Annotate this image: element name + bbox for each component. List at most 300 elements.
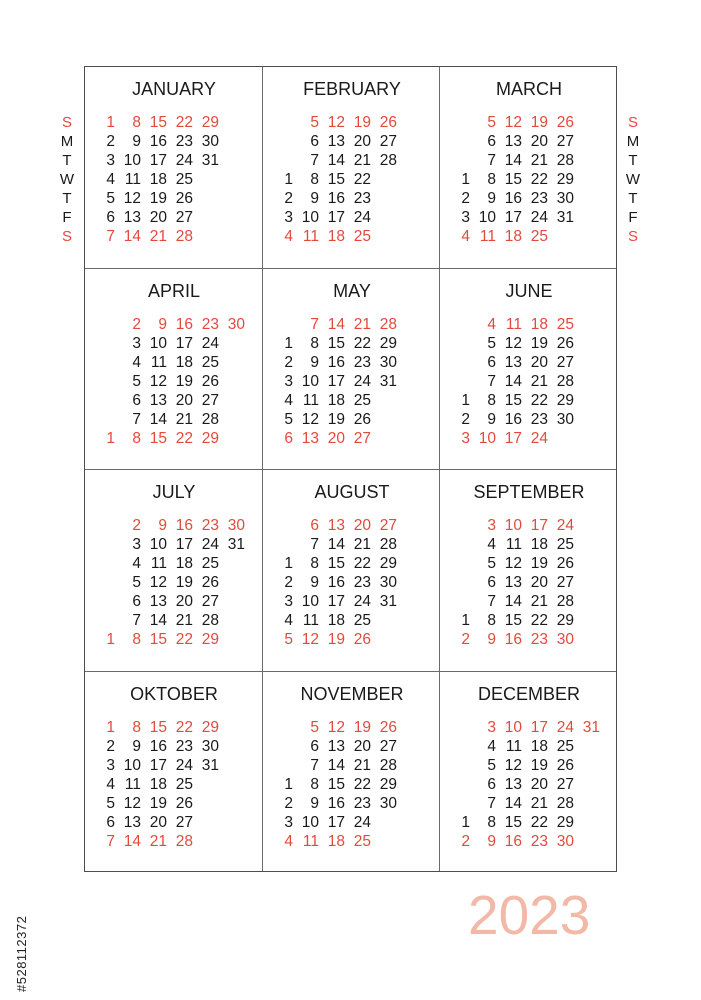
day-number: 28 [175, 833, 193, 850]
day-number: 2 [461, 631, 470, 648]
day-number: 28 [201, 411, 219, 428]
day-number: 27 [556, 776, 574, 793]
day-number: 11 [302, 612, 319, 629]
day-number: 20 [530, 574, 548, 591]
weekday-label: T [62, 152, 72, 169]
day-number: 31 [379, 593, 397, 610]
day-number: 22 [175, 719, 193, 736]
day-number: 1 [284, 171, 293, 188]
day-number: 27 [201, 593, 219, 610]
day-number: 1 [461, 814, 470, 831]
day-number: 6 [310, 133, 319, 150]
day-number: 2 [284, 354, 293, 371]
day-number: 21 [353, 536, 371, 553]
day-number: 1 [284, 335, 293, 352]
day-number: 16 [504, 631, 522, 648]
day-number: 10 [504, 719, 522, 736]
day-number: 10 [301, 593, 319, 610]
day-number: 5 [284, 411, 293, 428]
weekday-label: M [626, 133, 640, 150]
day-number: 13 [327, 517, 345, 534]
weekday-labels-right [623, 113, 643, 246]
day-number: 9 [132, 133, 141, 150]
day-number: 2 [284, 190, 293, 207]
day-number: 25 [530, 228, 548, 245]
day-number: 1 [461, 171, 470, 188]
day-number: 18 [149, 776, 167, 793]
month-title-march: MARCH [496, 79, 562, 99]
day-number: 21 [149, 228, 167, 245]
day-number: 21 [353, 152, 371, 169]
day-number: 5 [106, 795, 115, 812]
day-number: 22 [175, 430, 193, 447]
day-number: 30 [227, 517, 245, 534]
day-number: 20 [353, 133, 371, 150]
day-number: 26 [556, 757, 574, 774]
day-number: 11 [505, 316, 522, 333]
day-number: 4 [106, 776, 115, 793]
day-number: 15 [149, 430, 167, 447]
day-number: 22 [353, 171, 371, 188]
month-title-february: FEBRUARY [303, 79, 401, 99]
day-number: 6 [487, 133, 496, 150]
day-number: 10 [504, 517, 522, 534]
day-number: 28 [556, 373, 574, 390]
day-number: 15 [149, 719, 167, 736]
day-number: 24 [353, 209, 371, 226]
month-title-april: APRIL [147, 281, 201, 301]
day-number: 14 [504, 593, 522, 610]
day-number: 10 [301, 209, 319, 226]
day-number: 23 [530, 190, 548, 207]
day-number: 28 [556, 593, 574, 610]
day-number: 1 [461, 612, 470, 629]
day-number: 18 [504, 228, 522, 245]
day-number: 31 [201, 152, 219, 169]
day-number: 10 [301, 373, 319, 390]
day-number: 19 [530, 555, 548, 572]
day-number: 21 [353, 757, 371, 774]
day-number: 12 [149, 574, 167, 591]
day-number: 11 [150, 555, 167, 572]
day-number: 25 [556, 738, 574, 755]
weekday-label: S [61, 228, 72, 245]
day-number: 8 [487, 612, 496, 629]
day-number: 27 [556, 354, 574, 371]
weekday-label: T [62, 190, 72, 207]
day-number: 17 [504, 209, 522, 226]
day-number: 2 [284, 795, 293, 812]
day-number: 3 [106, 757, 115, 774]
day-number: 1 [284, 555, 293, 572]
day-number: 19 [530, 335, 548, 352]
day-number: 24 [175, 152, 193, 169]
day-number: 3 [284, 373, 293, 390]
day-number: 17 [327, 814, 345, 831]
month-days-february [277, 113, 437, 253]
day-number: 5 [487, 114, 496, 131]
weekday-label: W [59, 171, 75, 188]
day-number: 30 [379, 574, 397, 591]
day-number: 27 [556, 574, 574, 591]
day-number: 28 [556, 152, 574, 169]
day-number: 25 [353, 612, 371, 629]
day-number: 17 [149, 152, 167, 169]
day-number: 22 [530, 171, 548, 188]
month-title-january: JANUARY [132, 79, 216, 99]
day-number: 6 [487, 354, 496, 371]
day-number: 3 [106, 152, 115, 169]
day-number: 17 [327, 209, 345, 226]
day-number: 29 [379, 776, 397, 793]
day-number: 16 [504, 833, 522, 850]
day-number: 21 [530, 795, 548, 812]
day-number: 28 [379, 757, 397, 774]
day-number: 25 [556, 536, 574, 553]
day-number: 10 [123, 152, 141, 169]
day-number: 26 [379, 114, 397, 131]
day-number: 18 [327, 833, 345, 850]
day-number: 23 [530, 631, 548, 648]
day-number: 25 [201, 555, 219, 572]
day-number: 26 [556, 555, 574, 572]
day-number: 30 [201, 133, 219, 150]
month-days-november [277, 718, 437, 858]
day-number: 28 [379, 152, 397, 169]
day-number: 13 [327, 738, 345, 755]
day-number: 13 [327, 133, 345, 150]
day-number: 3 [461, 209, 470, 226]
day-number: 9 [310, 795, 319, 812]
day-number: 13 [149, 593, 167, 610]
day-number: 14 [123, 228, 141, 245]
day-number: 22 [353, 335, 371, 352]
day-number: 1 [106, 430, 115, 447]
day-number: 10 [149, 536, 167, 553]
day-number: 12 [504, 335, 522, 352]
day-number: 8 [132, 114, 141, 131]
day-number: 5 [132, 574, 141, 591]
day-number: 10 [301, 814, 319, 831]
day-number: 6 [132, 392, 141, 409]
day-number: 23 [175, 738, 193, 755]
day-number: 16 [327, 795, 345, 812]
day-number: 27 [175, 209, 193, 226]
day-number: 24 [201, 335, 219, 352]
day-number: 3 [487, 517, 496, 534]
day-number: 23 [353, 190, 371, 207]
day-number: 22 [175, 114, 193, 131]
day-number: 9 [132, 738, 141, 755]
month-title-june: JUNE [505, 281, 553, 301]
day-number: 9 [158, 316, 167, 333]
day-number: 29 [201, 114, 219, 131]
day-number: 4 [461, 228, 470, 245]
grid-divider-horizontal-3 [85, 671, 616, 672]
day-number: 30 [556, 631, 574, 648]
day-number: 13 [123, 209, 141, 226]
day-number: 25 [353, 392, 371, 409]
day-number: 24 [353, 814, 371, 831]
day-number: 6 [310, 517, 319, 534]
day-number: 8 [487, 392, 496, 409]
day-number: 16 [327, 190, 345, 207]
day-number: 14 [327, 316, 345, 333]
day-number: 30 [201, 738, 219, 755]
day-number: 16 [504, 190, 522, 207]
day-number: 23 [353, 574, 371, 591]
day-number: 14 [149, 411, 167, 428]
day-number: 6 [310, 738, 319, 755]
month-title-july: JULY [152, 482, 196, 502]
day-number: 16 [149, 133, 167, 150]
day-number: 11 [505, 536, 522, 553]
month-title-oktober: OKTOBER [130, 684, 218, 704]
day-number: 5 [284, 631, 293, 648]
day-number: 24 [530, 430, 548, 447]
day-number: 31 [556, 209, 574, 226]
day-number: 10 [123, 757, 141, 774]
month-days-march [454, 113, 614, 253]
day-number: 7 [132, 411, 141, 428]
day-number: 18 [175, 354, 193, 371]
day-number: 9 [487, 190, 496, 207]
day-number: 12 [504, 555, 522, 572]
day-number: 28 [175, 228, 193, 245]
month-days-may [277, 315, 437, 455]
day-number: 8 [487, 814, 496, 831]
day-number: 17 [175, 335, 193, 352]
day-number: 15 [327, 171, 345, 188]
day-number: 1 [106, 631, 115, 648]
day-number: 13 [504, 574, 522, 591]
day-number: 12 [504, 757, 522, 774]
day-number: 22 [530, 814, 548, 831]
day-number: 15 [504, 392, 522, 409]
day-number: 24 [353, 373, 371, 390]
month-days-august [277, 516, 437, 656]
day-number: 24 [201, 536, 219, 553]
day-number: 25 [175, 776, 193, 793]
day-number: 14 [504, 373, 522, 390]
day-number: 26 [201, 574, 219, 591]
month-title-september: SEPTEMBER [473, 482, 585, 502]
weekday-label: W [625, 171, 641, 188]
day-number: 8 [310, 555, 319, 572]
day-number: 6 [487, 776, 496, 793]
day-number: 26 [379, 719, 397, 736]
day-number: 27 [379, 133, 397, 150]
day-number: 4 [487, 536, 496, 553]
day-number: 7 [310, 152, 319, 169]
day-number: 10 [149, 335, 167, 352]
day-number: 3 [132, 335, 141, 352]
day-number: 15 [327, 776, 345, 793]
day-number: 31 [379, 373, 397, 390]
day-number: 12 [123, 795, 141, 812]
day-number: 23 [175, 133, 193, 150]
weekday-label: M [60, 133, 74, 150]
day-number: 20 [175, 593, 193, 610]
day-number: 21 [530, 152, 548, 169]
day-number: 7 [310, 316, 319, 333]
day-number: 14 [149, 612, 167, 629]
day-number: 8 [310, 171, 319, 188]
day-number: 25 [353, 833, 371, 850]
month-title-november: NOVEMBER [300, 684, 404, 704]
day-number: 12 [301, 411, 319, 428]
grid-divider-horizontal-2 [85, 469, 616, 470]
day-number: 12 [327, 114, 345, 131]
day-number: 2 [284, 574, 293, 591]
day-number: 5 [487, 757, 496, 774]
day-number: 13 [123, 814, 141, 831]
day-number: 23 [201, 517, 219, 534]
day-number: 17 [530, 719, 548, 736]
weekday-label: T [628, 190, 638, 207]
day-number: 22 [353, 776, 371, 793]
day-number: 14 [504, 795, 522, 812]
day-number: 5 [310, 114, 319, 131]
day-number: 29 [556, 612, 574, 629]
day-number: 20 [327, 430, 345, 447]
day-number: 20 [530, 133, 548, 150]
day-number: 9 [487, 411, 496, 428]
day-number: 7 [487, 152, 496, 169]
day-number: 30 [227, 316, 245, 333]
day-number: 16 [175, 517, 193, 534]
day-number: 12 [504, 114, 522, 131]
day-number: 8 [132, 719, 141, 736]
day-number: 4 [487, 316, 496, 333]
day-number: 22 [530, 392, 548, 409]
day-number: 19 [530, 757, 548, 774]
day-number: 23 [530, 411, 548, 428]
day-number: 11 [479, 228, 496, 245]
day-number: 25 [556, 316, 574, 333]
day-number: 30 [379, 795, 397, 812]
day-number: 18 [149, 171, 167, 188]
day-number: 15 [327, 555, 345, 572]
day-number: 30 [556, 833, 574, 850]
day-number: 26 [175, 795, 193, 812]
day-number: 3 [461, 430, 470, 447]
day-number: 4 [284, 833, 293, 850]
stock-id-watermark [4, 772, 44, 992]
day-number: 7 [487, 373, 496, 390]
month-days-april [99, 315, 259, 455]
day-number: 17 [327, 373, 345, 390]
year-label: 2023 [468, 884, 591, 946]
day-number: 2 [461, 411, 470, 428]
weekday-label: F [628, 209, 638, 226]
day-number: 3 [487, 719, 496, 736]
day-number: 11 [150, 354, 167, 371]
day-number: 7 [487, 593, 496, 610]
day-number: 26 [353, 631, 371, 648]
day-number: 30 [556, 190, 574, 207]
day-number: 25 [353, 228, 371, 245]
day-number: 27 [353, 430, 371, 447]
day-number: 3 [284, 814, 293, 831]
month-days-september [454, 516, 614, 656]
day-number: 5 [310, 719, 319, 736]
day-number: 18 [530, 316, 548, 333]
day-number: 13 [301, 430, 319, 447]
day-number: 5 [132, 373, 141, 390]
day-number: 15 [327, 335, 345, 352]
day-number: 27 [175, 814, 193, 831]
day-number: 23 [530, 833, 548, 850]
day-number: 22 [530, 612, 548, 629]
day-number: 26 [353, 411, 371, 428]
day-number: 4 [284, 612, 293, 629]
day-number: 14 [327, 152, 345, 169]
day-number: 26 [175, 190, 193, 207]
day-number: 4 [132, 555, 141, 572]
day-number: 17 [504, 430, 522, 447]
day-number: 24 [353, 593, 371, 610]
day-number: 8 [132, 430, 141, 447]
day-number: 14 [123, 833, 141, 850]
day-number: 27 [201, 392, 219, 409]
day-number: 31 [582, 719, 600, 736]
day-number: 14 [504, 152, 522, 169]
day-number: 20 [530, 776, 548, 793]
day-number: 30 [379, 354, 397, 371]
day-number: 29 [556, 171, 574, 188]
day-number: 22 [175, 631, 193, 648]
month-days-july [99, 516, 259, 656]
day-number: 22 [353, 555, 371, 572]
day-number: 31 [227, 536, 245, 553]
day-number: 29 [379, 555, 397, 572]
day-number: 25 [175, 171, 193, 188]
day-number: 18 [327, 392, 345, 409]
month-title-august: AUGUST [314, 482, 390, 502]
day-number: 14 [327, 536, 345, 553]
day-number: 11 [302, 228, 319, 245]
day-number: 28 [201, 612, 219, 629]
day-number: 31 [201, 757, 219, 774]
day-number: 27 [556, 133, 574, 150]
stock-id-text: #528112372 [14, 915, 29, 992]
day-number: 1 [461, 392, 470, 409]
day-number: 19 [149, 190, 167, 207]
day-number: 11 [302, 833, 319, 850]
day-number: 29 [556, 814, 574, 831]
day-number: 3 [284, 209, 293, 226]
day-number: 19 [353, 114, 371, 131]
day-number: 19 [175, 373, 193, 390]
day-number: 19 [149, 795, 167, 812]
day-number: 7 [106, 228, 115, 245]
day-number: 6 [487, 574, 496, 591]
day-number: 21 [149, 833, 167, 850]
day-number: 24 [556, 517, 574, 534]
day-number: 20 [353, 517, 371, 534]
day-number: 15 [504, 814, 522, 831]
day-number: 11 [124, 171, 141, 188]
weekday-label: S [627, 228, 638, 245]
day-number: 17 [149, 757, 167, 774]
day-number: 14 [327, 757, 345, 774]
day-number: 9 [158, 517, 167, 534]
grid-divider-horizontal-1 [85, 268, 616, 269]
weekday-label: S [61, 114, 72, 131]
day-number: 7 [310, 757, 319, 774]
day-number: 10 [478, 430, 496, 447]
